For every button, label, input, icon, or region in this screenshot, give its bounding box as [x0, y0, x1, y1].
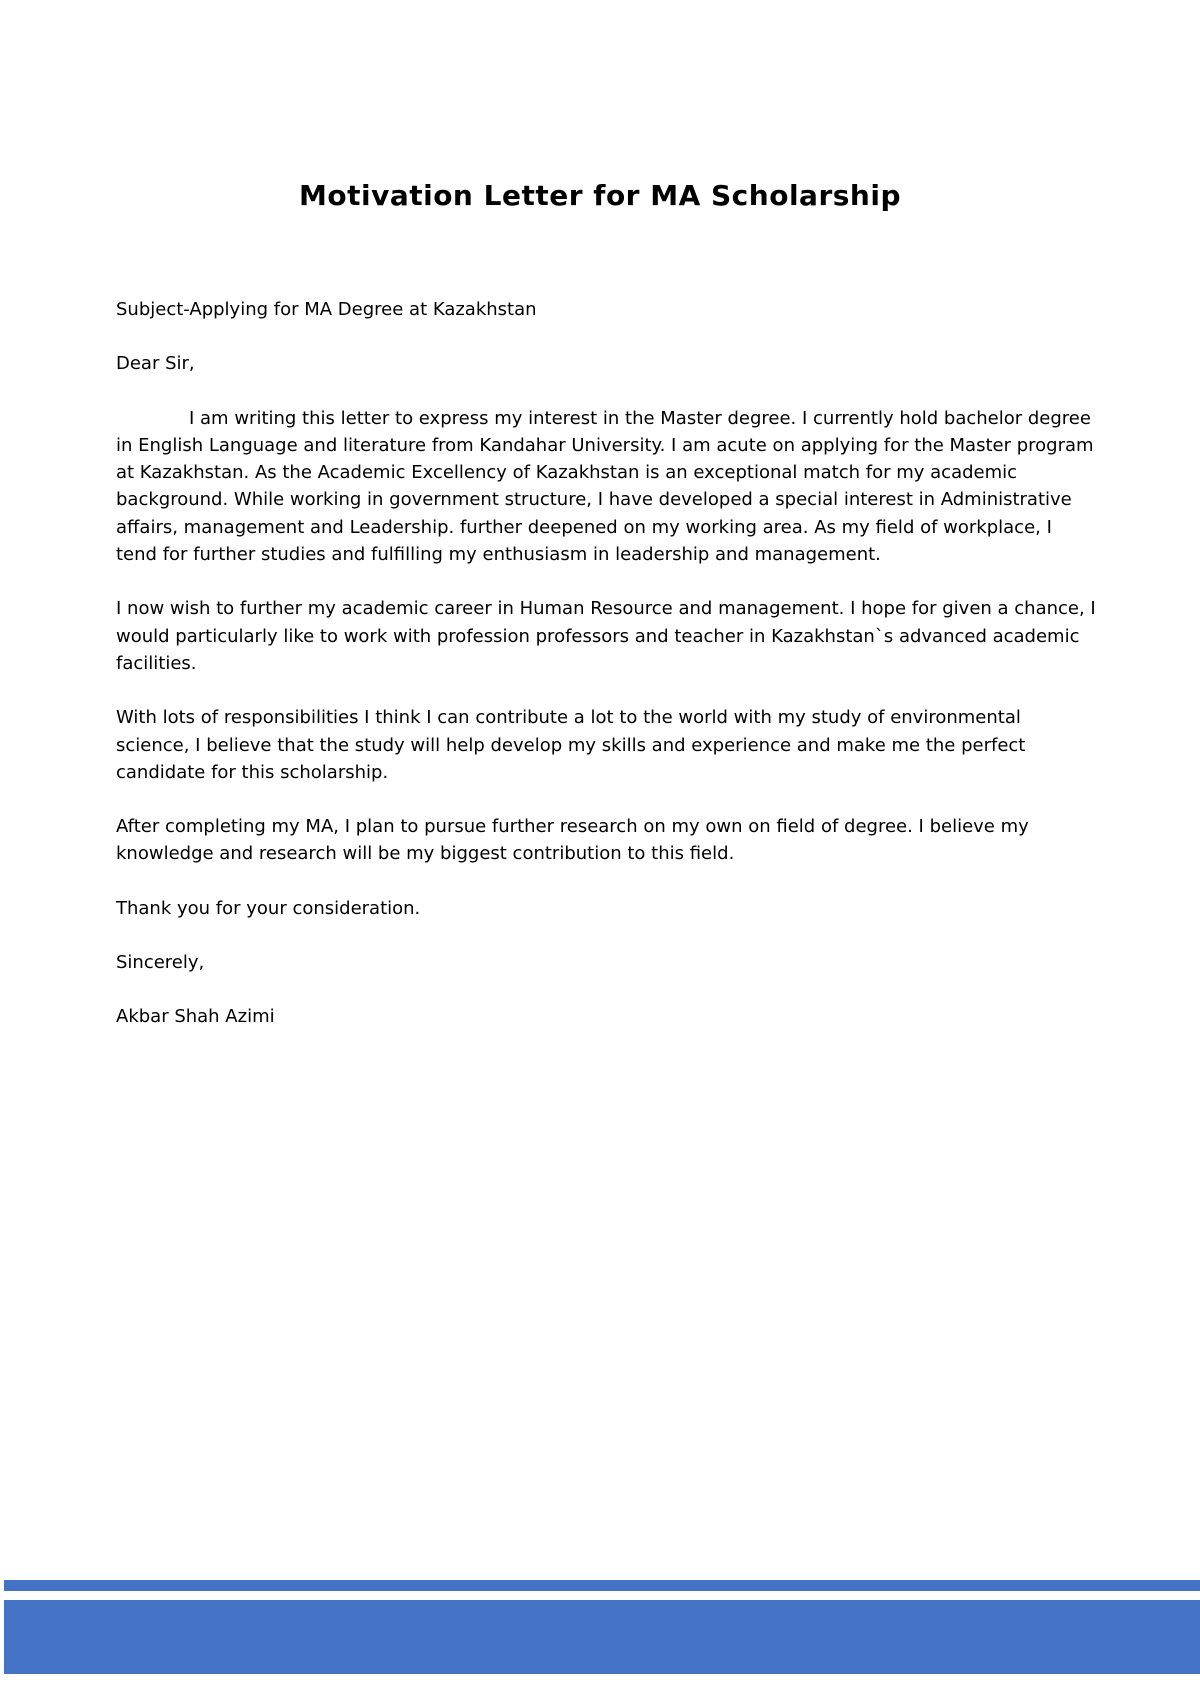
letter-subject: Subject-Applying for MA Degree at Kazakhstan [116, 299, 537, 320]
body-paragraph-3: With lots of responsibilities I think I can contribute a lot to the world with my study of environmental science, I believe that the study will help develop my skills and experience and make me the perfect candidate for this scholarship. [116, 707, 1026, 783]
letter-salutation: Dear Sir, [116, 353, 195, 375]
thanks-paragraph: Thank you for your consideration. [116, 897, 421, 919]
footer-bar-thick [4, 1600, 1200, 1674]
body-paragraph-4: After completing my MA, I plan to pursue further research on my own on field of degree. I believe my knowledge and research will be my biggest contribution to this field. [116, 816, 1029, 865]
footer-bar-thin [4, 1580, 1200, 1591]
letter-closing: Sincerely, [116, 952, 205, 974]
body-paragraph-1: I am writing this letter to express my interest in the Master degree. I currently hold bachelor degree in English Language and literature from Kandahar University. I am acute on applying for the Master program at Kazakhstan. As the Academic Excellency of Kazakhstan is an exceptional match for my academic background. While working in government structure, I have developed a special interest in Administrative affairs, management and Leadership. further deepened on my working area. As my field of workplace, I tend for further studies and fulfilling my enthusiasm in leadership and management. [116, 407, 1094, 566]
letter-signature: Akbar Shah Azimi [116, 1006, 275, 1028]
letter-title: Motivation Letter for MA Scholarship [298, 179, 901, 212]
body-paragraph-2: I now wish to further my academic career in Human Resource and management. I hope for given a chance, I would particularly like to work with profession professors and teacher in Kazakhstan`s advanced academic facilities. [116, 598, 1096, 674]
letter-body [116, 296, 1096, 1058]
